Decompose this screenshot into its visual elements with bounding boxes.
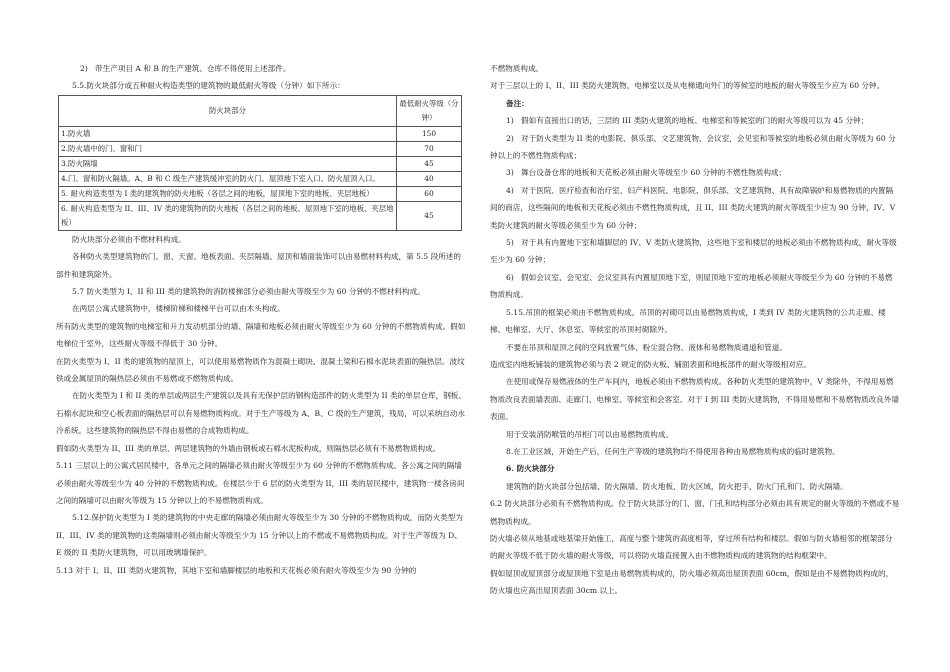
table-cell-value: 60 xyxy=(397,186,462,201)
table-header-part: 防火块部分 xyxy=(59,95,397,126)
table-header-row xyxy=(59,95,462,126)
paragraph: 所有防火类型的建筑物的电梯室和升力发动机部分的墙、隔墙和地板必须由耐火等级至少为 60 分钟的不燃物质构成。假如电梯位于室外，这些耐火等级不得低于 30 分钟。 xyxy=(56,321,466,349)
table-row xyxy=(59,141,462,156)
paragraph: 各种防火类型建筑物的门、窗、天窗、地板表面、夹层隔墙、屋顶和墙面装饰可以由易燃材料构成，第 5.5 段所述的部件和建筑除外。 xyxy=(56,252,461,279)
notes-heading: 备注： xyxy=(506,98,529,108)
paragraph: 不燃物质构成。 xyxy=(490,64,544,73)
note-item: 4) 对于医院、医疗检查和治疗室、妇产科医院、电影院、俱乐部、文艺建筑物、具有故障锅炉和易燃物质的内置隔间的商店，这些隔间的地板和天花板必须由不燃性物质构成，且 II、III 类防火建筑的耐火等级至少应为 90 分钟，IV、V 类防火建筑的耐火等级必须至少为 60 分钟； xyxy=(490,185,896,230)
note-item: 2) 对于防火类型为 II 类的电影院、俱乐部、文艺建筑物、会议室，会见室和等候室的地板必须由耐火等级为 60 分钟以上的不燃性物质构成； xyxy=(490,133,896,161)
paragraph: 防火墙必须从地基或地基梁开始施工，高度与整个建筑的高度相等，穿过所有结构和楼层。假如与防火墙相邻的框架部分的耐火等级不低于防火墙的耐火等级，可以将防火墙直接置入由不燃物质构成的建筑物的结构框架中。 xyxy=(490,533,893,561)
table-cell-part: 5. 耐火构造类型为 I 类的建筑物的防火地板（各层之间的地板，屋顶地下室的地板、夹层地板） xyxy=(59,186,397,201)
table-cell-part: 4.门、窗和防火隔墙。A、B 和 C 级生产建筑缓冲室的防火门、屋顶地下室入口、防火屋顶入口。 xyxy=(59,171,397,186)
table-row xyxy=(59,126,462,141)
table-cell-part: 6. 耐火构造类型为 II、III、IV 类的建筑物的防火地板（各层之间的地板、屋顶地下室的地板、夹层地板） xyxy=(59,201,397,230)
paragraph: 在防火类型为 I 和 II 类的单层或两层生产建筑以及具有无保护层的钢构造部件的防火类型为 II 类的单层仓库，钢板、石棉水泥块和空心板表面的隔热层可以有易燃物质构成。对于生产等级为 A、B、C 级的生产建筑，残局，可以采纳自动水冷系统。这些建筑物的隔热层不得由易燃的合成物质构成。 xyxy=(56,391,466,436)
table-cell-part: 2.防火墙中的门、窗和门 xyxy=(59,141,397,156)
fire-rating-table xyxy=(58,95,462,231)
table-cell-value: 45 xyxy=(397,156,462,171)
note-item: 3) 舞台设备仓库的地板和天花板必须由耐火等级至少 60 分钟的不燃性物质构成； xyxy=(506,168,787,178)
paragraph: 5.12.保护防火类型为 I 类的建筑物的中央走廊的隔墙必须由耐火等级至少为 30 分钟的不燃物质构成，而防火类型为 II、III、IV 类的建筑物的这类隔墙则必须由耐火等级至少为 15 分钟以上的不燃或不易燃物质构成。对于生产等级为 D、E 级的 II 类防火建筑物，可以用玻璃墙保护。 xyxy=(56,513,463,558)
table-row xyxy=(59,186,462,201)
table-cell-value: 70 xyxy=(397,141,462,156)
paragraph: 防火块部分必须由不燃材料构成。 xyxy=(72,234,186,244)
table-row xyxy=(59,201,462,230)
table-row xyxy=(59,171,462,186)
paragraph: 用于安装消防喉管的吊柜门可以由易燃物质构成。 xyxy=(506,429,674,439)
paragraph: 在使用或保存易燃液体的生产车间内，地板必须由不燃物质构成。各种防火类型的建筑物中，V 类除外，不得用易燃物质改良表面墙表面、走廊门、电梯室、等候室和会客室。对于 I 到 III 类防火建筑物，不得用易燃和不易燃物质改良外墙表面。 xyxy=(490,377,899,422)
paragraph: 在两层公寓式建筑物中，楼梯阶梯和楼梯平台可以由木头构成。 xyxy=(72,304,285,314)
table-row xyxy=(59,156,462,171)
section-heading: 6. 防火块部分 xyxy=(506,464,555,474)
note-item: 6) 假如会议室、会见室、会议室具有内置屋顶地下室，则屋顶地下室的地板必须耐火等级至少为 60 分钟的不易燃物质构成。 xyxy=(490,272,893,300)
note-item: 5) 对于具有内置地下室和墙脚层的 IV、V 类防火建筑物，这些地下室和楼层的地板必须由不燃物质构成，耐火等级至少为 60 分钟； xyxy=(490,238,897,265)
paragraph: 5.11 三层以上的公寓式居民楼中，各单元之间的隔墙必须由耐火等级至少为 60 分钟的不燃物质构成。各公寓之间的隔墙必须由耐火等级至少为 40 分钟的不燃物质构成。在楼层少于 6 层的防火类型为 II，III 类的居民楼中，建筑物一楼各房间之间的隔墙可以由耐火等级为 15 分钟以上的不易燃物质构成。 xyxy=(56,461,465,505)
table-cell-value: 40 xyxy=(397,171,462,186)
note-item: 1) 假如有直接出口的话，三层的 III 类防火建筑的地板、电梯室和等候室的门的耐火等级可以为 45 分钟； xyxy=(506,116,869,126)
paragraph: 假如屋顶或屋顶部分或屋顶地下室是由易燃物质构成的，防火墙必须高出屋顶表面 60cm，假如是由不易燃物质构成的，防火墙也应高出屋顶表面 30cm 以上。 xyxy=(490,568,894,596)
left-column xyxy=(56,60,466,579)
paragraph: 建筑物的防火块部分包括墙、防火隔墙、防火地板、防火区域，防火把手，防火门孔和门、防火隔墙。 xyxy=(506,481,848,491)
right-column xyxy=(490,60,900,600)
paragraph: 8.在工业区域，开始生产后，任何生产等级的建筑物均不得使用各种由易燃物质构成的临时建筑物。 xyxy=(506,446,840,456)
paragraph: 6.2 防火块部分必须有不燃物质构成。位于防火块部分的门、窗、门孔和结构部分必须由具有规定的耐火等级的不燃或不易燃物质构成。 xyxy=(490,499,900,526)
paragraph: 造成室内地板铺装的建筑物必须与表 2 规定的防火板、辅面表面和地板部件的耐火等级相对应。 xyxy=(490,359,811,369)
table-caption: 5.5.防火块部分或五种耐火构造类型的建筑物的最低耐火等级（分钟）如下所示： xyxy=(72,81,345,91)
paragraph: 2) 带生产项目 A 和 B 的生产建筑、仓库不得使用上述部件。 xyxy=(80,64,291,73)
table-cell-value: 150 xyxy=(397,126,462,141)
paragraph: 5.13 对于 I、II、III 类防火建筑物，其地下室和墙脚楼层的地板和天花板必须有耐火等级至少为 90 分钟的 xyxy=(56,565,417,575)
paragraph: 5.15.吊顶的框架必须由不燃物质构成。吊顶的衬砌可以由易燃物质构成，I 类到 IV 类防火建筑物的公共走廊、楼梯、电梯室、大厅、休息室、等候室的吊顶衬砌除外。 xyxy=(490,307,886,335)
table-cell-value: 45 xyxy=(397,201,462,230)
paragraph: 对于三层以上的 I、II、III 类防火建筑物，电梯室以及从电梯通向外门的等候室的地板的耐火等级至少应为 60 分钟。 xyxy=(490,81,885,91)
paragraph: 假如防火类型为 II、III 类的单层、两层建筑物的外墙由钢板或石棉水泥板构成，则隔热层必须有不易燃物质构成。 xyxy=(56,443,441,453)
table-cell-part: 3.防火隔墙 xyxy=(59,156,397,171)
table-cell-part: 1.防火墙 xyxy=(59,126,397,141)
table-header-value: 最低耐火等级（分钟） xyxy=(397,95,462,126)
paragraph: 在防火类型为 I、II 类的建筑物的屋顶上，可以使用易燃物质作为混凝土砌块、混凝土梁和石棉水泥块表面的隔热层。波纹铁或金属屋顶的隔热层必须由不易燃或不燃物质构成。 xyxy=(56,356,465,384)
paragraph: 不要在吊顶和屋顶之间的空间放置气体、粉尘混合物、液体和易燃物质通道和管道。 xyxy=(506,342,787,352)
paragraph: 5.7 防火类型为 I、II 和 III 类的建筑物的消防楼梯部分必须由耐火等级至少为 60 分钟的不燃材料构成。 xyxy=(72,287,425,297)
